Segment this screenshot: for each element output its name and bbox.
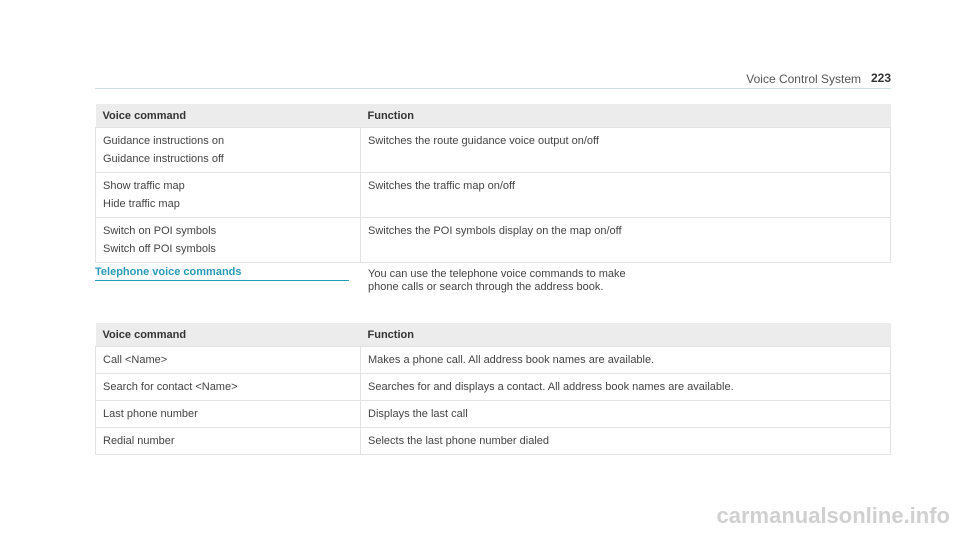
function-cell: Makes a phone call. All address book names are available. xyxy=(361,347,891,374)
command-text: Switch on POI symbols xyxy=(103,225,217,237)
command-text: Hide traffic map xyxy=(103,198,180,210)
column-header-voice-command: Voice command xyxy=(96,104,361,128)
table-row xyxy=(96,374,891,401)
command-cell: Redial number xyxy=(96,428,361,455)
column-header-function: Function xyxy=(361,104,891,128)
function-cell: Switches the POI symbols display on the map on/off xyxy=(361,218,891,263)
telephone-voice-commands-table xyxy=(95,323,891,455)
table-header-row xyxy=(96,104,891,128)
column-header-function: Function xyxy=(361,323,891,347)
table-row xyxy=(96,428,891,455)
page-header xyxy=(95,72,891,89)
page-number: 223 xyxy=(870,71,891,85)
command-text: Guidance instructions on xyxy=(103,135,225,147)
table-row xyxy=(96,218,891,263)
command-text: Show traffic map xyxy=(103,180,185,192)
command-cell: Search for contact <Name> xyxy=(96,374,361,401)
section-title: Telephone voice commands xyxy=(95,266,349,281)
table-row xyxy=(96,347,891,374)
command-cell xyxy=(96,128,361,173)
section-intro: You can use the telephone voice commands to make phone calls or search through the address book. xyxy=(368,268,626,293)
header-section-title: Voice Control System xyxy=(746,72,861,86)
function-cell: Switches the traffic map on/off xyxy=(361,173,891,218)
table-row xyxy=(96,401,891,428)
command-text: Switch off POI symbols xyxy=(103,243,216,255)
table-header-row xyxy=(96,323,891,347)
table-row xyxy=(96,128,891,173)
command-cell xyxy=(96,218,361,263)
navigation-voice-commands-table xyxy=(95,104,891,263)
command-text: Guidance instructions off xyxy=(103,153,224,165)
function-cell: Selects the last phone number dialed xyxy=(361,428,891,455)
table-row xyxy=(96,173,891,218)
command-cell: Last phone number xyxy=(96,401,361,428)
watermark: carmanualsonline.info xyxy=(716,503,950,528)
function-cell: Displays the last call xyxy=(361,401,891,428)
function-cell: Switches the route guidance voice output on/off xyxy=(361,128,891,173)
command-cell: Call <Name> xyxy=(96,347,361,374)
function-cell: Searches for and displays a contact. All address book names are available. xyxy=(361,374,891,401)
command-cell xyxy=(96,173,361,218)
column-header-voice-command: Voice command xyxy=(96,323,361,347)
